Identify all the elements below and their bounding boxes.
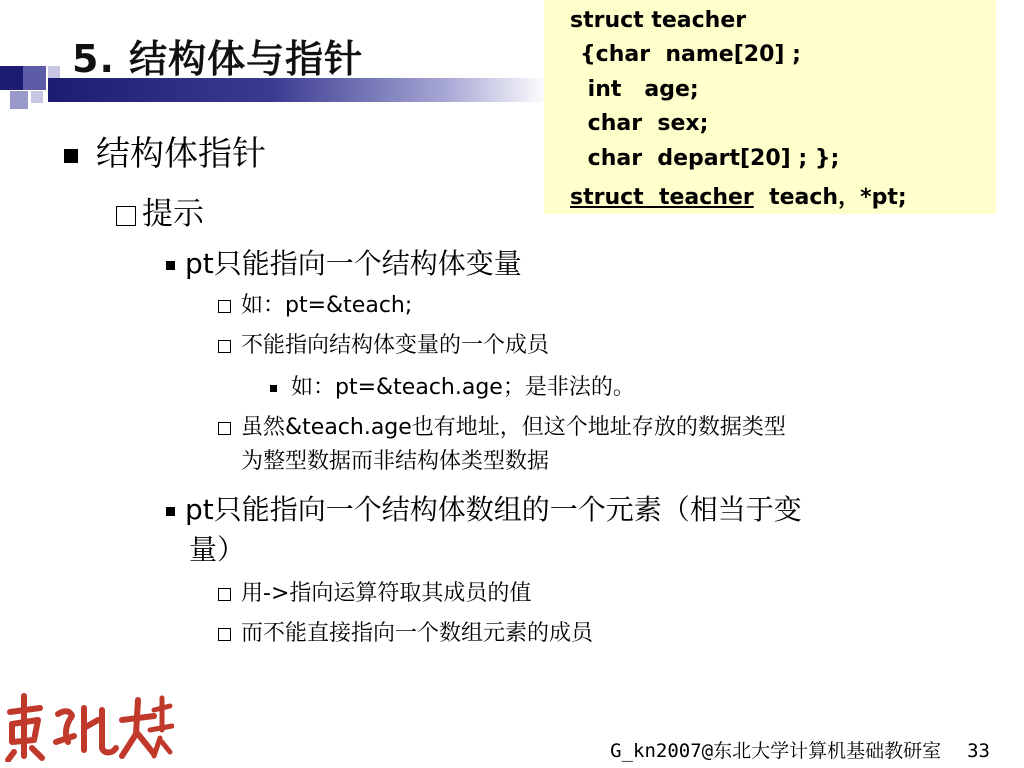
square-bullet-icon xyxy=(64,149,78,163)
code-line: char sex; xyxy=(580,111,709,136)
page-number: 33 xyxy=(967,740,990,762)
bullet-level3 xyxy=(166,488,802,528)
title-decoration-square xyxy=(31,91,43,103)
slide-title: 5. 结构体与指针 xyxy=(72,37,364,81)
bullet-text: 如：pt=&teach; xyxy=(241,293,413,318)
hollow-square-bullet-icon xyxy=(218,588,231,601)
bullet-text: 不能指向结构体变量的一个成员 xyxy=(241,333,550,358)
bullet-text: 如：pt=&teach.age；是非法的。 xyxy=(291,375,635,400)
bullet-text: 提示 xyxy=(142,196,204,232)
bullet-level4 xyxy=(218,410,786,441)
bullet-text: 结构体指针 xyxy=(96,134,266,174)
bullet-level5 xyxy=(270,370,635,401)
bullet-text: pt只能指向一个结构体数组的一个元素（相当于变 xyxy=(185,493,802,526)
title-decoration-square xyxy=(10,91,28,109)
bullet-continuation: 量） xyxy=(189,533,246,566)
code-line-rest: teach，*pt; xyxy=(753,185,907,210)
footer-text: G_kn2007@东北大学计算机基础教研室 xyxy=(610,740,942,762)
bullet-level4 xyxy=(218,576,531,607)
title-decoration-square xyxy=(0,66,23,90)
slide-footer xyxy=(610,736,990,763)
code-line: {char name[20] ; xyxy=(580,42,801,67)
square-bullet-icon xyxy=(270,385,277,392)
bullet-level3 xyxy=(166,242,522,282)
square-bullet-icon xyxy=(166,507,175,516)
title-decoration-square xyxy=(23,66,46,90)
bullet-text: 用->指向运算符取其成员的值 xyxy=(241,581,532,606)
university-logo xyxy=(4,690,174,762)
bullet-level4 xyxy=(218,328,549,359)
code-line: char depart[20] ; }; xyxy=(580,146,840,171)
bullet-level4 xyxy=(218,616,593,647)
bullet-level2 xyxy=(116,188,204,233)
hollow-square-bullet-icon xyxy=(218,628,231,641)
hollow-square-bullet-icon xyxy=(218,422,231,435)
hollow-square-bullet-icon xyxy=(116,206,136,226)
bullet-text: 虽然&teach.age也有地址，但这个地址存放的数据类型 xyxy=(241,415,786,440)
bullet-continuation: 为整型数据而非结构体类型数据 xyxy=(241,449,550,474)
title-decoration-square xyxy=(48,66,60,78)
bullet-text: pt只能指向一个结构体变量 xyxy=(185,247,522,280)
bullet-level4 xyxy=(218,288,412,319)
code-line: struct teacher xyxy=(570,8,747,33)
bullet-text: 而不能直接指向一个数组元素的成员 xyxy=(241,621,594,646)
code-keyword: struct teacher xyxy=(570,185,754,210)
code-line xyxy=(570,180,907,211)
square-bullet-icon xyxy=(166,261,175,270)
hollow-square-bullet-icon xyxy=(218,340,231,353)
bullet-level1 xyxy=(64,126,266,175)
hollow-square-bullet-icon xyxy=(218,300,231,313)
code-line: int age; xyxy=(580,77,699,102)
